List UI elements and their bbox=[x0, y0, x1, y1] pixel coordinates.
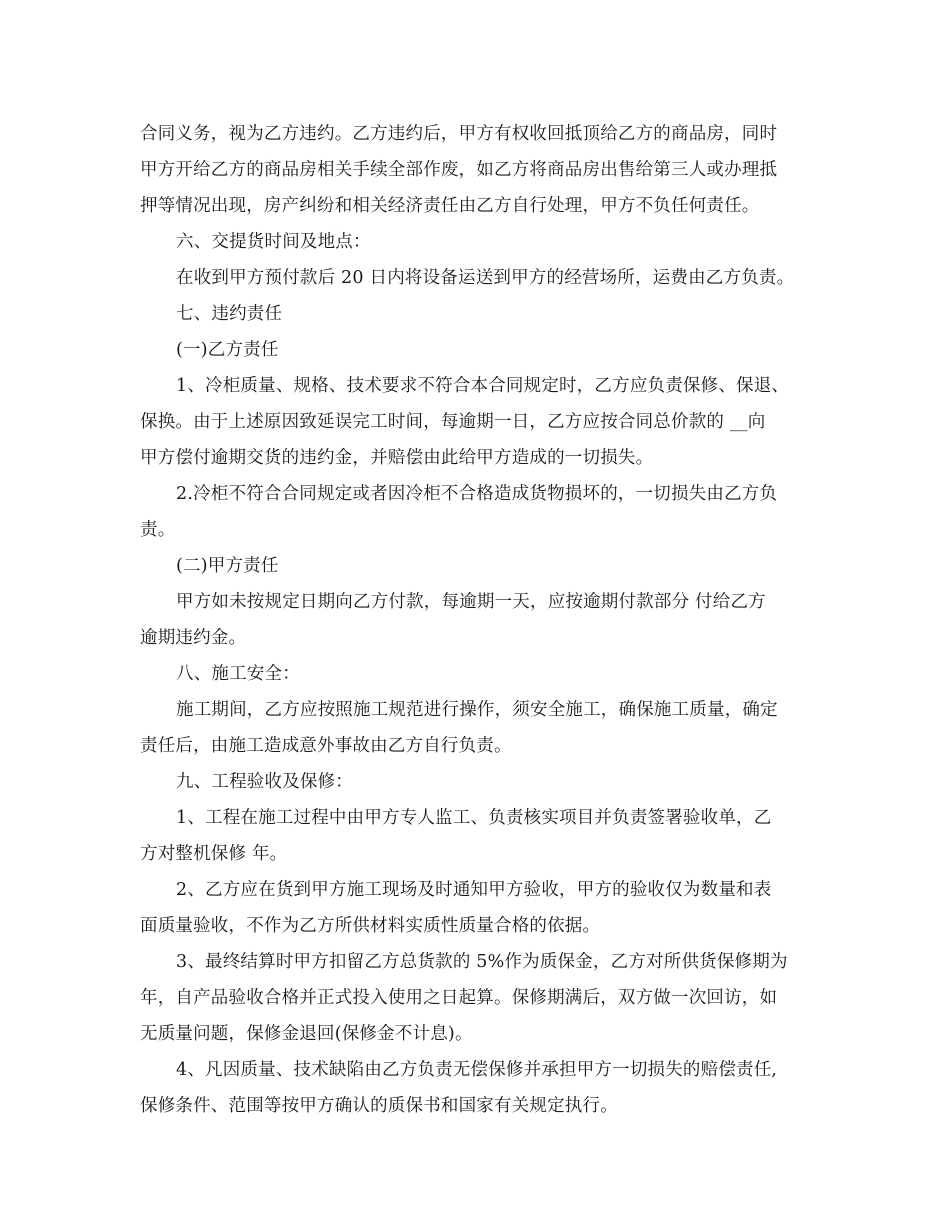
paragraph-line: 保换。由于上述原因致延误完工时间，每逾期一日，乙方应按合同总价款的 __向 bbox=[140, 412, 766, 432]
subsection-heading: (二)甲方责任 bbox=[176, 556, 279, 576]
paragraph-line: 押等情况出现，房产纠纷和相关经济责任由乙方自行处理，甲方不负任何责任。 bbox=[140, 196, 760, 216]
section-heading: 九、工程验收及保修： bbox=[176, 772, 353, 792]
paragraph-line: 施工期间，乙方应按照施工规范进行操作，须安全施工，确保施工质量，确定 bbox=[176, 700, 778, 720]
paragraph-line: 甲方偿付逾期交货的违约金，并赔偿由此给甲方造成的一切损失。 bbox=[140, 448, 654, 468]
paragraph-line: 甲方如未按规定日期向乙方付款，每逾期一天，应按逾期付款部分 付给乙方 bbox=[176, 592, 766, 612]
paragraph-line: 方对整机保修 年。 bbox=[140, 844, 288, 864]
paragraph-line: 保修条件、范围等按甲方确认的质保书和国家有关规定执行。 bbox=[140, 1096, 618, 1116]
subsection-heading: (一)乙方责任 bbox=[176, 340, 279, 360]
section-heading: 八、施工安全： bbox=[176, 664, 300, 684]
paragraph-line: 2.冷柜不符合合同规定或者因冷柜不合格造成货物损坏的，一切损失由乙方负 bbox=[176, 484, 778, 504]
section-heading: 七、违约责任 bbox=[176, 304, 283, 324]
paragraph-line: 逾期违约金。 bbox=[140, 628, 247, 648]
paragraph-line: 在收到甲方预付款后 20 日内将设备运送到甲方的经营场所，运费由乙方负责。 bbox=[176, 268, 795, 288]
paragraph-line: 责任后，由施工造成意外事故由乙方自行负责。 bbox=[140, 736, 512, 756]
paragraph-line: 1、冷柜质量、规格、技术要求不符合本合同规定时，乙方应负责保修、保退、 bbox=[176, 376, 790, 396]
paragraph-line: 2、乙方应在货到甲方施工现场及时通知甲方验收，甲方的验收仅为数量和表 bbox=[176, 880, 772, 900]
paragraph-line: 甲方开给乙方的商品房相关手续全部作废，如乙方将商品房出售给第三人或办理抵 bbox=[140, 160, 778, 180]
paragraph-line: 1、工程在施工过程中由甲方专人监工、负责核实项目并负责签署验收单，乙 bbox=[176, 808, 772, 828]
paragraph-line: 4、凡因质量、技术缺陷由乙方负责无偿保修并承担甲方一切损失的赔偿责任, bbox=[176, 1060, 778, 1080]
paragraph-line: 3、最终结算时甲方扣留乙方总货款的 5%作为质保金，乙方对所供货保修期为 bbox=[176, 952, 788, 972]
paragraph-line: 面质量验收，不作为乙方所供材料实质性质量合格的依据。 bbox=[140, 916, 601, 936]
paragraph-line: 年，自产品验收合格并正式投入使用之日起算。保修期满后，双方做一次回访，如 bbox=[140, 988, 778, 1008]
section-heading: 六、交提货时间及地点： bbox=[176, 232, 371, 252]
paragraph-line: 无质量问题，保修金退回(保修金不计息)。 bbox=[140, 1024, 473, 1044]
paragraph-line: 责。 bbox=[140, 520, 176, 540]
paragraph-line: 合同义务，视为乙方违约。乙方违约后，甲方有权收回抵顶给乙方的商品房，同时 bbox=[140, 124, 778, 144]
